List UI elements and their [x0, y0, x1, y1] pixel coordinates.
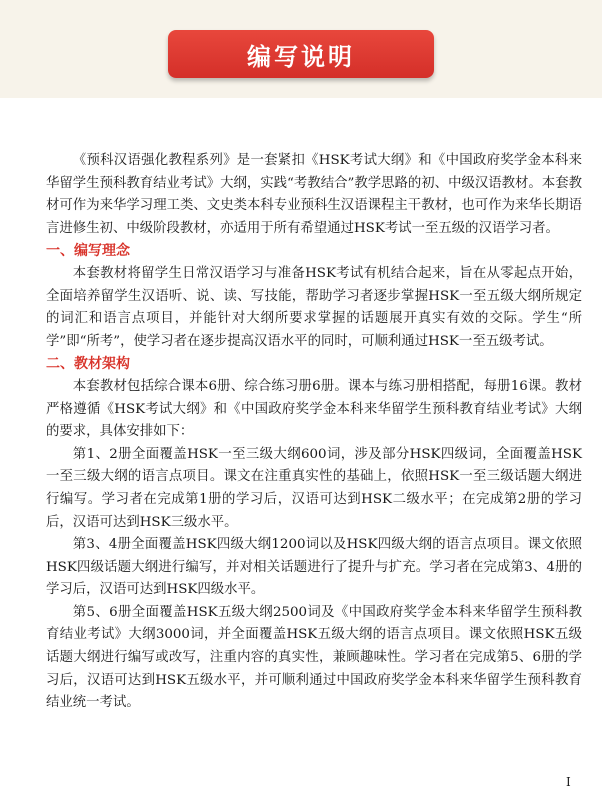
section-heading-principles: 一、编写理念	[46, 243, 130, 260]
books-1-2-paragraph: 第1、2册全面覆盖HSK一至三级大纲600词，涉及部分HSK四级词，全面覆盖HSK一至三级大纲的语言点项目。课文在注重真实性的基础上，依照HSK一至三级话题大纲进行编写。学习者在完成第1册的学习后，汉语可达到HSK二级水平；在完成第2册的学习后，汉语可达到HSK三级水平。	[46, 446, 582, 530]
books-5-6-paragraph: 第5、6册全面覆盖HSK五级大纲2500词及《中国政府奖学金本科来华留学生预科教育结业考试》大纲3000词，并全面覆盖HSK五级大纲的语言点项目。课文依照HSK五级话题大纲进行编写或改写，注重内容的真实性，兼顾趣味性。学习者在完成第5、6册的学习后，汉语可达到HSK五级水平，并可顺利通过中国政府奖学金本科来华留学生预科教育结业统一考试。	[46, 604, 582, 711]
title-banner	[168, 30, 434, 78]
page-number: I	[566, 775, 571, 789]
structure-paragraph: 本套教材包括综合课本6册、综合练习册6册。课本与练习册相搭配，每册16课。教材严格遵循《HSK考试大纲》和《中国政府奖学金本科来华留学生预科教育结业考试》大纲的要求，具体安排如下：	[46, 378, 582, 440]
document-body	[46, 150, 582, 715]
section-heading-structure: 二、教材架构	[46, 356, 130, 373]
principles-paragraph: 本套教材将留学生日常汉语学习与准备HSK考试有机结合起来，旨在从零起点开始，全面培养留学生汉语听、说、读、写技能，帮助学习者逐步掌握HSK一至五级大纲所规定的词汇和语言点项目，并能针对大纲所要求掌握的话题展开真实有效的交际。学生“所学”即“所考”，使学习者在逐步提高汉语水平的同时，可顺利通过HSK一至五级考试。	[46, 265, 582, 349]
intro-paragraph: 《预科汉语强化教程系列》是一套紧扣《HSK考试大纲》和《中国政府奖学金本科来华留学生预科教育结业考试》大纲，实践“考教结合”教学思路的初、中级汉语教材。本套教材可作为来华学习理工类、文史类本科专业预科生汉语课程主干教材，也可作为来华长期语言进修生初、中级阶段教材，亦适用于所有希望通过HSK考试一至五级的汉语学习者。	[46, 153, 582, 236]
page-title: 编写说明	[247, 42, 355, 71]
books-3-4-paragraph: 第3、4册全面覆盖HSK四级大纲1200词以及HSK四级大纲的语言点项目。课文依照HSK四级话题大纲进行编写，并对相关话题进行了提升与扩充。学习者在完成第3、4册的学习后，汉语可达到HSK四级水平。	[46, 537, 582, 598]
